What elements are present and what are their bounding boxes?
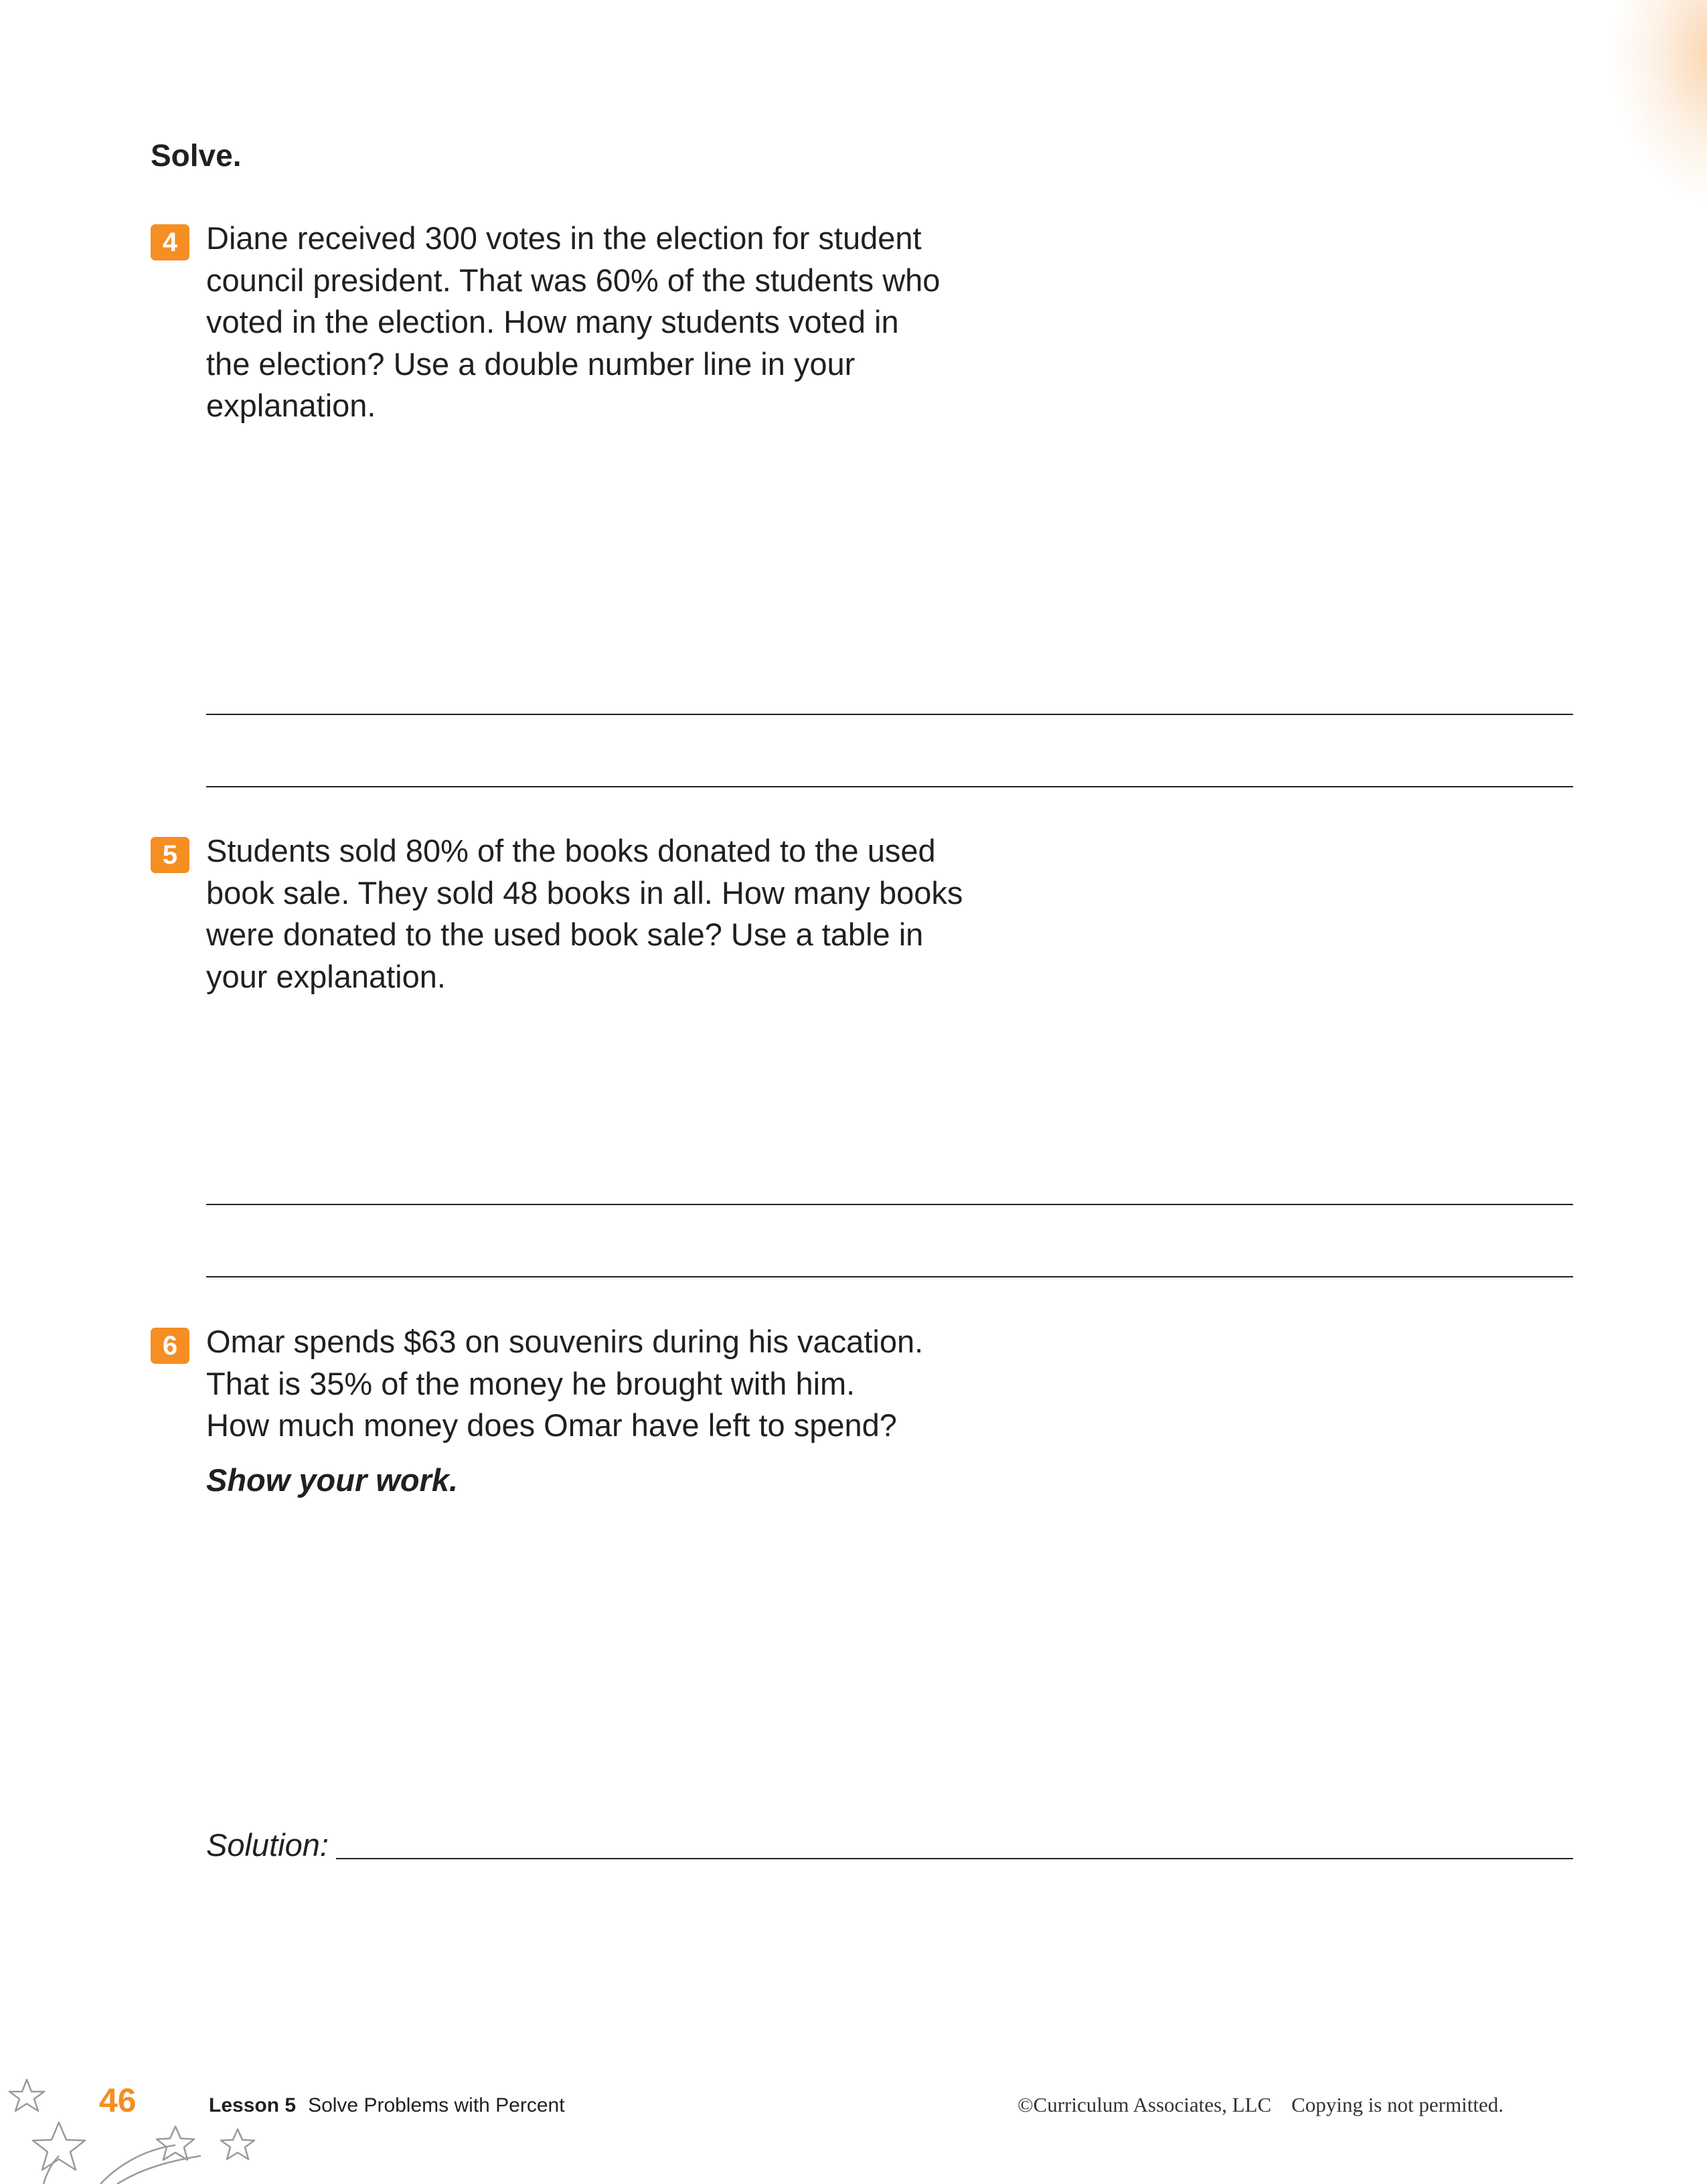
question-text-line: Diane received 300 votes in the election for student bbox=[206, 220, 922, 256]
answer-line[interactable] bbox=[206, 1204, 1573, 1205]
star-icon bbox=[33, 2122, 85, 2170]
question-text bbox=[206, 1321, 1036, 1447]
lesson-title: Solve Problems with Percent bbox=[308, 2094, 565, 2116]
question-text-line: How much money does Omar have left to spend? bbox=[206, 1407, 897, 1443]
question-text-line: Omar spends $63 on souvenirs during his vacation. bbox=[206, 1324, 924, 1359]
answer-line[interactable] bbox=[206, 786, 1573, 787]
page-number: 46 bbox=[99, 2082, 137, 2119]
lesson-label bbox=[209, 2094, 565, 2117]
question-text bbox=[206, 830, 1036, 998]
question-text-line: were donated to the used book sale? Use a table in bbox=[206, 917, 924, 952]
copyright-text: ©Curriculum Associates, LLC bbox=[1018, 2093, 1272, 2116]
star-icon bbox=[221, 2129, 254, 2159]
solution-label: Solution: bbox=[206, 1827, 329, 1863]
instruction-heading: Solve. bbox=[151, 138, 242, 173]
star-icon bbox=[157, 2126, 194, 2160]
star-icon bbox=[9, 2080, 44, 2111]
question-text bbox=[206, 218, 1036, 427]
answer-line[interactable] bbox=[206, 714, 1573, 715]
star-cluster-icon bbox=[0, 2062, 281, 2184]
question-text-line: council president. That was 60% of the students who bbox=[206, 262, 941, 298]
corner-decoration bbox=[1613, 0, 1707, 201]
question-number-badge: 5 bbox=[151, 837, 189, 873]
show-your-work-prompt: Show your work. bbox=[206, 1462, 459, 1498]
question-text-line: explanation. bbox=[206, 388, 376, 423]
question-text-line: voted in the election. How many students voted in bbox=[206, 304, 899, 339]
copyright-notice bbox=[1018, 2093, 1503, 2117]
question-text-line: Students sold 80% of the books donated to the used bbox=[206, 833, 936, 868]
question-text-line: your explanation. bbox=[206, 958, 446, 994]
answer-line[interactable] bbox=[206, 1276, 1573, 1277]
question-text-line: the election? Use a double number line in your bbox=[206, 345, 856, 382]
question-text-line: That is 35% of the money he brought with him. bbox=[206, 1365, 856, 1401]
question-text-line: book sale. They sold 48 books in all. How many books bbox=[206, 874, 963, 911]
copy-notice: Copying is not permitted. bbox=[1291, 2093, 1504, 2116]
lesson-number: Lesson 5 bbox=[209, 2094, 297, 2116]
question-number-badge: 6 bbox=[151, 1328, 189, 1364]
solution-answer-line[interactable] bbox=[336, 1858, 1573, 1859]
question-number-badge: 4 bbox=[151, 224, 189, 260]
